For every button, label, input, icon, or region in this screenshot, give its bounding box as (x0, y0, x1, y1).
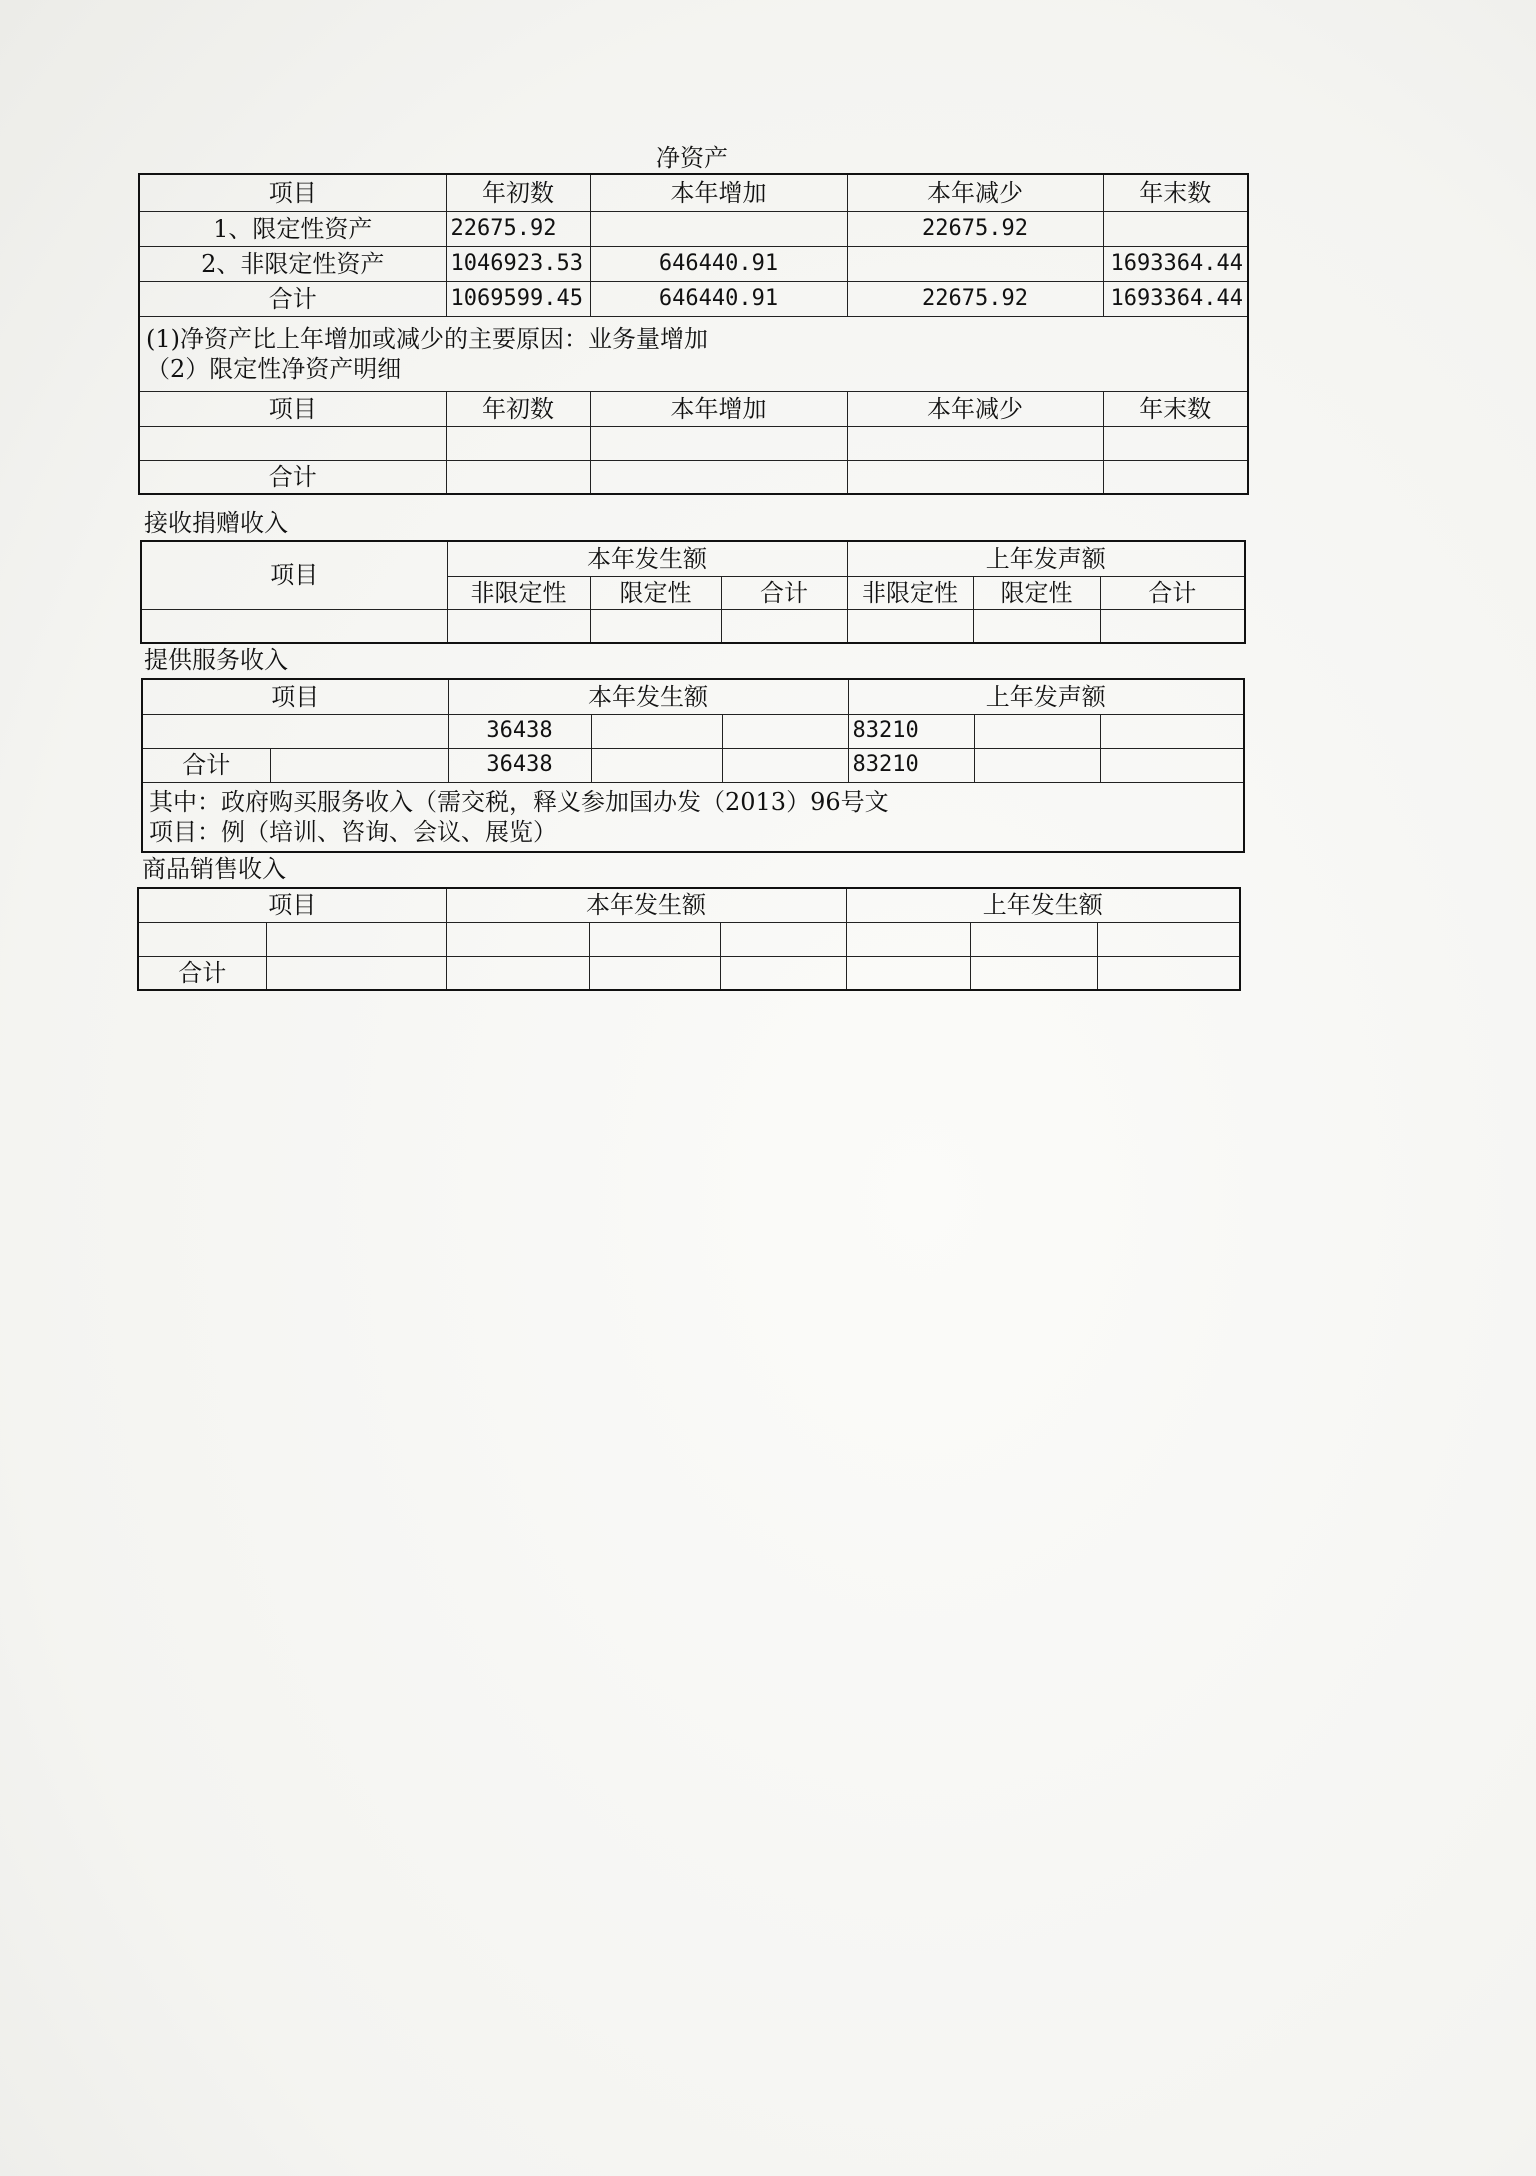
row-decrease (847, 246, 1103, 281)
row-end: 1693364.44 (1103, 281, 1248, 316)
table-row (139, 211, 1248, 246)
row-increase: 646440.91 (590, 246, 847, 281)
sales-income-title: 商品销售收入 (142, 855, 286, 883)
table-row (142, 714, 1244, 748)
header-item: 项目 (139, 174, 446, 211)
sub-header-total: 合计 (1100, 576, 1245, 609)
detail-header-begin: 年初数 (446, 391, 590, 426)
header-increase: 本年增加 (590, 174, 847, 211)
service-income-table (141, 678, 1245, 853)
table-row (142, 748, 1244, 782)
header-last-year: 上年发声额 (848, 679, 1244, 714)
row-end (1103, 211, 1248, 246)
table-row (139, 426, 1248, 460)
note-government-purchase: 其中：政府购买服务收入（需交税，释义参加国办发（2013）96号文 (149, 787, 889, 816)
sub-header-unrestricted: 非限定性 (847, 576, 973, 609)
header-last-year: 上年发生额 (846, 888, 1240, 922)
row-increase (590, 211, 847, 246)
total-current-value: 36438 (448, 748, 591, 782)
detail-total-label: 合计 (139, 460, 446, 494)
row-decrease: 22675.92 (847, 211, 1103, 246)
table-row (138, 922, 1240, 956)
sales-income-table (137, 887, 1241, 991)
donation-income-title: 接收捐赠收入 (144, 509, 288, 537)
header-end: 年末数 (1103, 174, 1248, 211)
row-begin: 1069599.45 (446, 281, 590, 316)
row-decrease: 22675.92 (847, 281, 1103, 316)
sub-header-restricted: 限定性 (973, 576, 1100, 609)
net-assets-table (138, 173, 1249, 495)
row-increase: 646440.91 (590, 281, 847, 316)
row-end: 1693364.44 (1103, 246, 1248, 281)
table-row (139, 281, 1248, 316)
donation-income-table (140, 540, 1246, 644)
detail-header-item: 项目 (139, 391, 446, 426)
sub-header-unrestricted: 非限定性 (447, 576, 590, 609)
note-restricted-detail: （2）限定性净资产明细 (146, 354, 402, 383)
net-assets-title: 净资产 (656, 144, 728, 172)
table-row (139, 460, 1248, 494)
net-assets-notes (139, 316, 1248, 391)
header-current-year: 本年发生额 (447, 541, 847, 576)
total-label: 合计 (142, 748, 270, 782)
note-reason: (1)净资产比上年增加或减少的主要原因：业务量增加 (146, 324, 708, 353)
current-value: 36438 (448, 714, 591, 748)
header-current-year: 本年发生额 (446, 888, 846, 922)
note-project-examples: 项目：例（培训、咨询、会议、展览） (149, 817, 557, 846)
row-begin: 22675.92 (446, 211, 590, 246)
detail-header-increase: 本年增加 (590, 391, 847, 426)
header-decrease: 本年减少 (847, 174, 1103, 211)
last-value: 83210 (848, 714, 974, 748)
detail-header-decrease: 本年减少 (847, 391, 1103, 426)
sub-header-total: 合计 (721, 576, 847, 609)
row-begin: 1046923.53 (446, 246, 590, 281)
table-row (138, 956, 1240, 990)
header-item: 项目 (142, 679, 448, 714)
header-begin: 年初数 (446, 174, 590, 211)
header-item: 项目 (138, 888, 446, 922)
row-item: 2、非限定性资产 (139, 246, 446, 281)
table-row (141, 609, 1245, 643)
header-current-year: 本年发生额 (448, 679, 848, 714)
table-row (139, 246, 1248, 281)
row-item: 合计 (139, 281, 446, 316)
header-last-year: 上年发声额 (847, 541, 1245, 576)
row-item: 1、限定性资产 (139, 211, 446, 246)
total-label: 合计 (138, 956, 266, 990)
service-income-notes (142, 782, 1244, 852)
header-item: 项目 (141, 541, 447, 609)
total-last-value: 83210 (848, 748, 974, 782)
detail-header-end: 年末数 (1103, 391, 1248, 426)
service-income-title: 提供服务收入 (144, 646, 288, 674)
sub-header-restricted: 限定性 (590, 576, 721, 609)
